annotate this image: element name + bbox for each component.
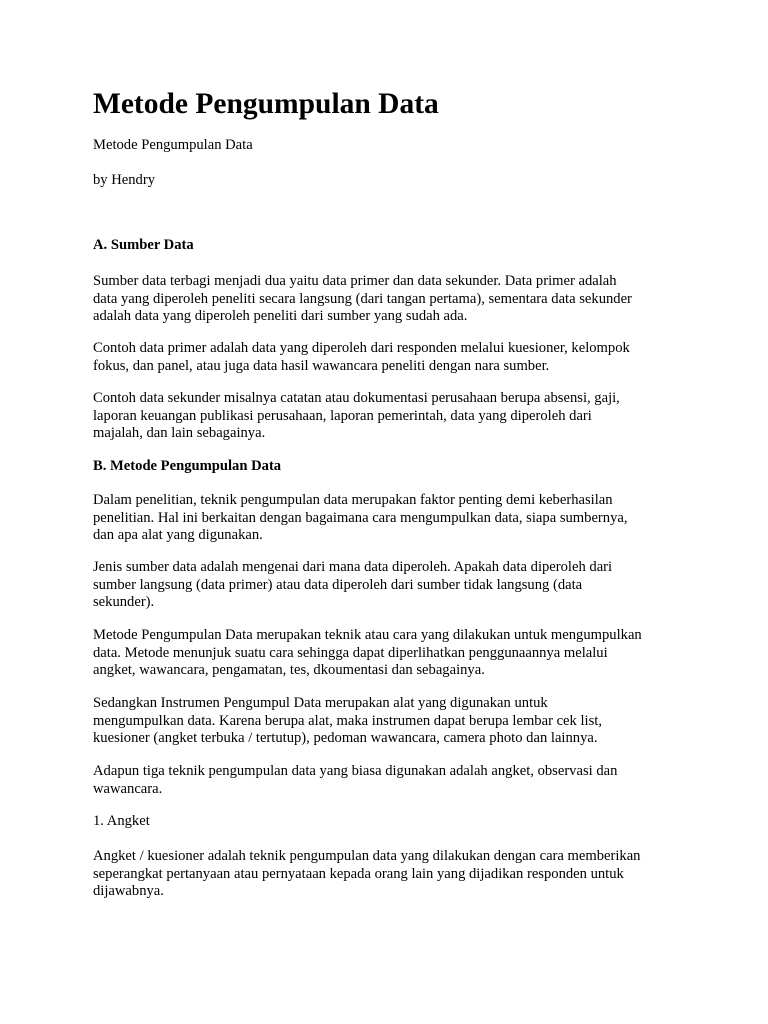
paragraph-line: Metode Pengumpulan Data merupakan teknik atau cara yang dilakukan untuk mengumpulkan — [93, 627, 642, 643]
paragraph-line: adalah data yang diperoleh peneliti dari sumber yang sudah ada. — [93, 308, 468, 324]
paragraph-definisi-metode — [93, 627, 693, 680]
paragraph-line: angket, wawancara, pengamatan, tes, dkoumentasi dan sebagainya. — [93, 662, 485, 678]
paragraph-line: Dalam penelitian, teknik pengumpulan data merupakan faktor penting demi keberhasilan — [93, 492, 613, 508]
paragraph-line: Angket / kuesioner adalah teknik pengumpulan data yang dilakukan dengan cara memberikan — [93, 848, 641, 864]
paragraph-line: dijawabnya. — [93, 883, 164, 899]
paragraph-instrumen-pengumpul-data — [93, 695, 693, 748]
paragraph-angket — [93, 848, 693, 901]
paragraph-line: Adapun tiga teknik pengumpulan data yang biasa digunakan adalah angket, observasi dan — [93, 763, 618, 779]
paragraph-line: sumber langsung (data primer) atau data diperoleh dari sumber tidak langsung (data — [93, 576, 583, 593]
document-author: by Hendry — [93, 172, 156, 188]
paragraph-line: data. Metode menunjuk suatu cara sehingga dapat diperlihatkan penggunaannya melalui — [93, 644, 608, 661]
paragraph-line: laporan keuangan publikasi perusahaan, laporan pemerintah, data yang diperoleh dari — [93, 407, 592, 424]
document-subtitle: Metode Pengumpulan Data — [93, 137, 253, 153]
paragraph-line: Jenis sumber data adalah mengenai dari mana data diperoleh. Apakah data diperoleh dari — [93, 559, 613, 575]
paragraph-line: wawancara. — [93, 780, 163, 797]
paragraph-line: fokus, dan panel, atau juga data hasil wawancara peneliti dengan nara sumber. — [93, 357, 550, 374]
paragraph-tiga-teknik — [93, 763, 693, 798]
paragraph-line: Contoh data sekunder misalnya catatan atau dokumentasi perusahaan berupa absensi, gaji, — [93, 390, 620, 406]
section-heading-sumber-data: A. Sumber Data — [93, 237, 194, 253]
paragraph-contoh-data-sekunder — [93, 390, 693, 443]
paragraph-jenis-sumber-data — [93, 559, 693, 612]
paragraph-contoh-data-primer — [93, 340, 693, 375]
paragraph-line: dan apa alat yang digunakan. — [93, 527, 263, 543]
paragraph-line: kuesioner (angket terbuka / tertutup), pedoman wawancara, camera photo dan lainnya. — [93, 730, 598, 746]
paragraph-line: data yang diperoleh peneliti secara langsung (dari tangan pertama), sementara data sekunder — [93, 290, 632, 307]
section-heading-metode-pengumpulan-data: B. Metode Pengumpulan Data — [93, 458, 282, 474]
paragraph-line: majalah, dan lain sebagainya. — [93, 425, 266, 441]
paragraph-line: seperangkat pertanyaan atau pernyataan kepada orang lain yang dijadikan responden untuk — [93, 865, 624, 882]
paragraph-line: mengumpulkan data. Karena berupa alat, maka instrumen dapat berupa lembar cek list, — [93, 712, 602, 729]
paragraph-line: sekunder). — [93, 594, 155, 610]
paragraph-sumber-data — [93, 273, 693, 326]
document-title: Metode Pengumpulan Data — [93, 88, 439, 120]
paragraph-line: penelitian. Hal ini berkaitan dengan bagaimana cara mengumpulkan data, siapa sumbernya, — [93, 509, 628, 526]
paragraph-line: Contoh data primer adalah data yang diperoleh dari responden melalui kuesioner, kelompok — [93, 340, 630, 356]
list-item-heading-angket: 1. Angket — [93, 813, 150, 829]
paragraph-line: Sumber data terbagi menjadi dua yaitu data primer dan data sekunder. Data primer adalah — [93, 273, 617, 289]
paragraph-teknik-pengumpulan — [93, 492, 693, 545]
paragraph-line: Sedangkan Instrumen Pengumpul Data merupakan alat yang digunakan untuk — [93, 695, 548, 711]
